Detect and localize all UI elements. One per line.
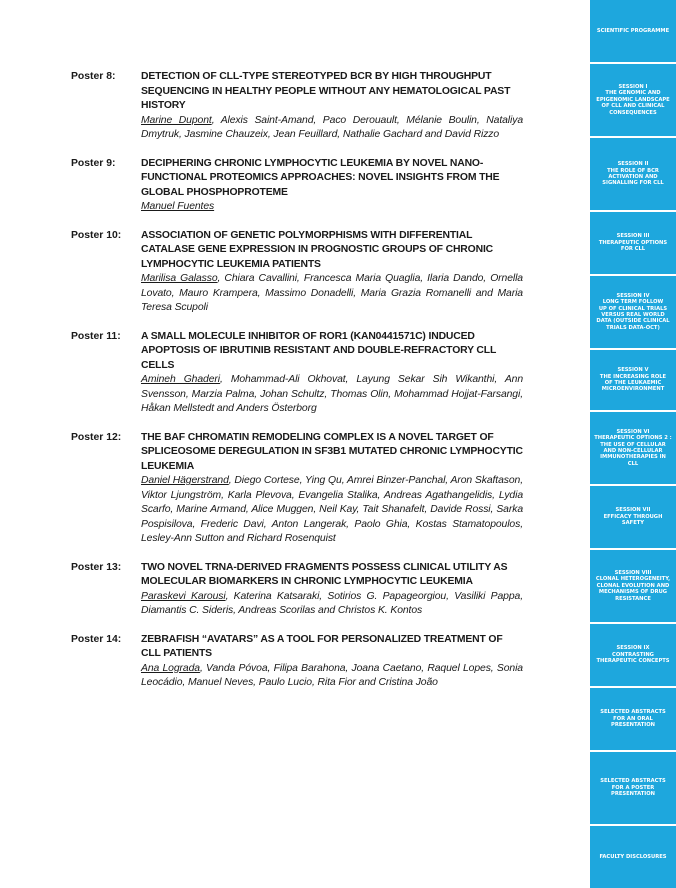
sidebar-tab-line: RESISTANCE xyxy=(615,595,651,602)
sidebar-tab-line: THERAPEUTIC CONCEPTS xyxy=(596,658,670,665)
presenting-author: Amineh Ghaderi xyxy=(141,374,220,385)
sidebar-tab-label xyxy=(600,778,665,797)
poster-entry xyxy=(71,633,523,691)
poster-entry xyxy=(71,561,523,619)
sidebar-tab-line: SELECTED ABSTRACTS xyxy=(600,709,666,716)
poster-authors xyxy=(141,114,523,143)
sidebar-tab[interactable] xyxy=(590,138,676,210)
sidebar-tab-label xyxy=(596,293,669,331)
sidebar-tab[interactable] xyxy=(590,826,676,888)
sidebar-tab-line: UP OF CLINICAL TRIALS xyxy=(598,305,668,312)
sidebar-tab-line: SESSION VII xyxy=(615,507,651,514)
sidebar-tab[interactable] xyxy=(590,212,676,274)
sidebar-tab[interactable] xyxy=(590,486,676,548)
poster-label: Poster 14: xyxy=(71,633,122,645)
sidebar-tab-line: CONTRASTING xyxy=(612,651,654,658)
sidebar-tab-line: CLONAL EVOLUTION AND xyxy=(596,582,670,589)
sidebar-tab[interactable] xyxy=(590,0,676,62)
sidebar-tab-line: SESSION V xyxy=(617,367,649,374)
sidebar-tab-label xyxy=(597,28,669,34)
poster-title: TWO NOVEL TRNA-DERIVED FRAGMENTS POSSESS CLINICAL UTILITY AS MOLECULAR BIOMARKERS IN CHRONIC LYMPHOCYTIC LEUKEMIA xyxy=(141,561,508,587)
sidebar-tab-line: THERAPEUTIC OPTIONS 2 : xyxy=(594,435,672,442)
poster-entry xyxy=(71,229,523,316)
poster-entry xyxy=(71,157,523,215)
poster-authors xyxy=(141,590,523,619)
presenting-author: Marine Dupont xyxy=(141,114,212,126)
sidebar-tab-label xyxy=(596,84,669,116)
sidebar-tab-line: PRESENTATION xyxy=(611,791,655,798)
sidebar-tab[interactable] xyxy=(590,550,676,622)
poster-title: THE BAF CHROMATIN REMODELING COMPLEX IS A NOVEL TARGET OF SPLICEOSOME DEREGULATION IN SF3B1 MUTATED CHRONIC LYMPHOCYTIC LEUKEMIA xyxy=(141,431,523,472)
sidebar-tab[interactable] xyxy=(590,688,676,750)
co-authors: , Katerina Katsaraki, Sotirios G. Papageorgiou, Vasiliki Pappa, Diamantis C. Sideris, Andreas Scorilas and Christos K. Kontos xyxy=(141,590,523,616)
sidebar-tab-line: TRIALS DATA-OCT) xyxy=(606,324,660,331)
sidebar-tab-line: SESSION II xyxy=(617,161,649,168)
sidebar-tab-line: OF CLL AND CLINICAL xyxy=(601,103,665,110)
sidebar-tab-line: CLL xyxy=(627,460,639,467)
sidebar-tab-line: SESSION VI xyxy=(616,428,650,435)
poster-body xyxy=(141,431,523,547)
poster-entry xyxy=(71,431,523,547)
sidebar-tab-line: SESSION IX xyxy=(616,645,650,652)
sidebar-tab-line: OF THE LEUKAEMIC xyxy=(604,380,662,386)
sidebar-tab-label xyxy=(599,854,666,860)
poster-authors xyxy=(141,373,523,417)
sidebar-tab-line: EPIGENOMIC LANDSCAPE xyxy=(596,96,670,103)
poster-authors xyxy=(141,200,523,215)
sidebar-tab-line: EFFICACY THROUGH xyxy=(603,513,663,520)
sidebar-tab-line: LONG TERM FOLLOW xyxy=(602,299,664,306)
sidebar-tab-line: VERSUS REAL WORLD xyxy=(601,312,665,318)
sidebar-tab[interactable] xyxy=(590,412,676,484)
sidebar-tab-line: SESSION IV xyxy=(616,292,650,299)
poster-body xyxy=(141,229,523,316)
poster-entry xyxy=(71,330,523,417)
sidebar-tab-label xyxy=(602,161,663,187)
co-authors: , Chiara Cavallini, Francesca Maria Quaglia, Ilaria Dando, Ornella Lovato, Mauro Krampera, Massimo Donadelli, Maria Grazia Romanelli and Maria Teresa Scupoli xyxy=(141,273,523,313)
sidebar-tab-line: THE USE OF CELLULAR xyxy=(600,441,666,448)
sidebar-tab-line: FACULTY DISCLOSURES xyxy=(599,853,667,860)
poster-title: DECIPHERING CHRONIC LYMPHOCYTIC LEUKEMIA BY NOVEL NANO-FUNCTIONAL PROTEOMICS APPROACHES: NOVEL INSIGHTS FROM THE GLOBAL PHOSPHOPROTEME xyxy=(141,157,500,198)
session-sidebar xyxy=(590,0,676,860)
co-authors: , Mohammad-Ali Okhovat, Layung Sekar Sih Wikanthi, Ann Svensson, Marzia Palma, Johan Schultz, Thomas Olin, Mohammad Hojjat-Farsangi, Håkan Mellstedt and Anders Österborg xyxy=(141,374,524,414)
sidebar-tab[interactable] xyxy=(590,752,676,824)
poster-title: DETECTION OF CLL-TYPE STEREOTYPED BCR BY HIGH THROUGHPUT SEQUENCING IN HEALTHY PEOPLE WITHOUT ANY HEMATOLOGICAL PAST HISTORY xyxy=(141,71,511,111)
poster-authors xyxy=(141,272,523,316)
poster-body xyxy=(141,70,523,143)
sidebar-tab-line: DATA (OUTSIDE CLINICAL xyxy=(596,318,670,325)
poster-label: Poster 8: xyxy=(71,71,116,82)
presenting-author: Manuel Fuentes xyxy=(141,201,215,212)
poster-label: Poster 13: xyxy=(71,561,122,573)
sidebar-tab[interactable] xyxy=(590,64,676,136)
poster-body xyxy=(141,633,523,691)
sidebar-tab-line: AND NON-CELLULAR xyxy=(603,448,663,454)
sidebar-tab-line: THE GENOMIC AND xyxy=(605,90,661,97)
co-authors: , Diego Cortese, Ying Qu, Amrei Binzer-Panchal, Aron Skaftason, Viktor Ljungström, Karla Plevova, Evangelia Stalika, Andreas Agathangelidis, Lydia Scarfo, Marine Armand, Alice Muggen, Neil Kay, Tait Shanafelt, Davide Rossi, Sarka Pospisilova, Frederic Davi, Anton Langerak, Paolo Ghia, Kostas Stamatopoulos, Lesley-Ann Sutton and Richard Rosenquist xyxy=(141,475,523,544)
sidebar-tab-line: THE ROLE OF BCR xyxy=(607,167,659,174)
presenting-author: Marilisa Galasso xyxy=(141,273,218,284)
sidebar-tab-line: MECHANISMS OF DRUG xyxy=(598,589,668,596)
sidebar-tab-line: CLONAL HETEROGENEITY, xyxy=(595,576,671,583)
sidebar-tab-line: FOR CLL xyxy=(620,246,646,253)
sidebar-tab-line: PRESENTATION xyxy=(611,722,655,729)
poster-label: Poster 10: xyxy=(71,229,122,241)
poster-title: ZEBRAFISH “AVATARS” AS A TOOL FOR PERSONALIZED TREATMENT OF CLL PATIENTS xyxy=(141,633,503,659)
poster-label: Poster 12: xyxy=(71,431,122,443)
co-authors: , Alexis Saint-Amand, Paco Derouault, Mélanie Boulin, Nataliya Dmytruk, Jasmine Chauzeix, Jean Feuillard, Nathalie Gachard and David Rizzo xyxy=(141,114,523,140)
poster-authors xyxy=(141,474,523,547)
presenting-author: Daniel Hägerstrand xyxy=(141,475,229,486)
poster-body xyxy=(141,561,523,619)
sidebar-tab-label xyxy=(599,233,667,252)
sidebar-tab[interactable] xyxy=(590,624,676,686)
sidebar-tab-line: FOR A POSTER xyxy=(611,784,655,791)
poster-list xyxy=(71,70,523,705)
poster-body xyxy=(141,330,523,417)
poster-title: A SMALL MOLECULE INHIBITOR OF ROR1 (KAN0441571C) INDUCED APOPTOSIS OF IBRUTINIB RESISTANT AND DOUBLE-REFRACTORY CLL CELLS xyxy=(141,330,496,371)
sidebar-tab-label xyxy=(596,570,670,602)
poster-authors xyxy=(141,662,523,691)
poster-title: ASSOCIATION OF GENETIC POLYMORPHISMS WITH DIFFERENTIAL CATALASE GENE EXPRESSION IN PROGNOSTIC GROUPS OF CHRONIC LYMPHOCYTIC LEUKEMIA PATIENTS xyxy=(141,229,494,270)
poster-entry xyxy=(71,70,523,143)
sidebar-tab[interactable] xyxy=(590,276,676,348)
sidebar-tab-line: IMMUNOTHERAPIES IN xyxy=(600,454,666,461)
sidebar-tab-label xyxy=(600,709,665,728)
sidebar-tab-label xyxy=(600,367,666,393)
sidebar-tab-line: MICROENVIRONMENT xyxy=(601,386,665,393)
sidebar-tab-line: SAFETY xyxy=(621,520,645,527)
presenting-author: Paraskevi Karousi xyxy=(141,590,226,602)
sidebar-tab-line: ACTIVATION AND xyxy=(608,174,658,180)
sidebar-tab-line: SESSION III xyxy=(616,233,650,240)
sidebar-tab-line: THE INCREASING ROLE xyxy=(599,373,667,380)
poster-label: Poster 11: xyxy=(71,330,121,342)
co-authors: , Vanda Póvoa, Filipa Barahona, Joana Caetano, Raquel Lopes, Sonia Leocádio, Manuel Neves, Paulo Lucio, Rita Fior and Cristina João xyxy=(141,662,523,688)
sidebar-tab-line: THERAPEUTIC OPTIONS xyxy=(598,239,668,246)
presenting-author: Ana Lograda xyxy=(141,662,200,674)
sidebar-tab-line: CONSEQUENCES xyxy=(609,109,657,116)
sidebar-tab-line: SCIENTIFIC PROGRAMME xyxy=(596,27,670,34)
sidebar-tab-line: SESSION VIII xyxy=(614,569,652,576)
sidebar-tab-line: SIGNALLING FOR CLL xyxy=(602,180,664,187)
sidebar-tab-line: FOR AN ORAL xyxy=(613,715,653,722)
sidebar-tab[interactable] xyxy=(590,350,676,410)
sidebar-tab-line: SELECTED ABSTRACTS xyxy=(600,778,666,785)
sidebar-tab-label xyxy=(604,507,663,526)
poster-body xyxy=(141,157,523,215)
sidebar-tab-label xyxy=(594,429,672,467)
poster-label: Poster 9: xyxy=(71,157,116,169)
sidebar-tab-label xyxy=(596,645,669,664)
sidebar-tab-line: SESSION I xyxy=(618,83,648,90)
